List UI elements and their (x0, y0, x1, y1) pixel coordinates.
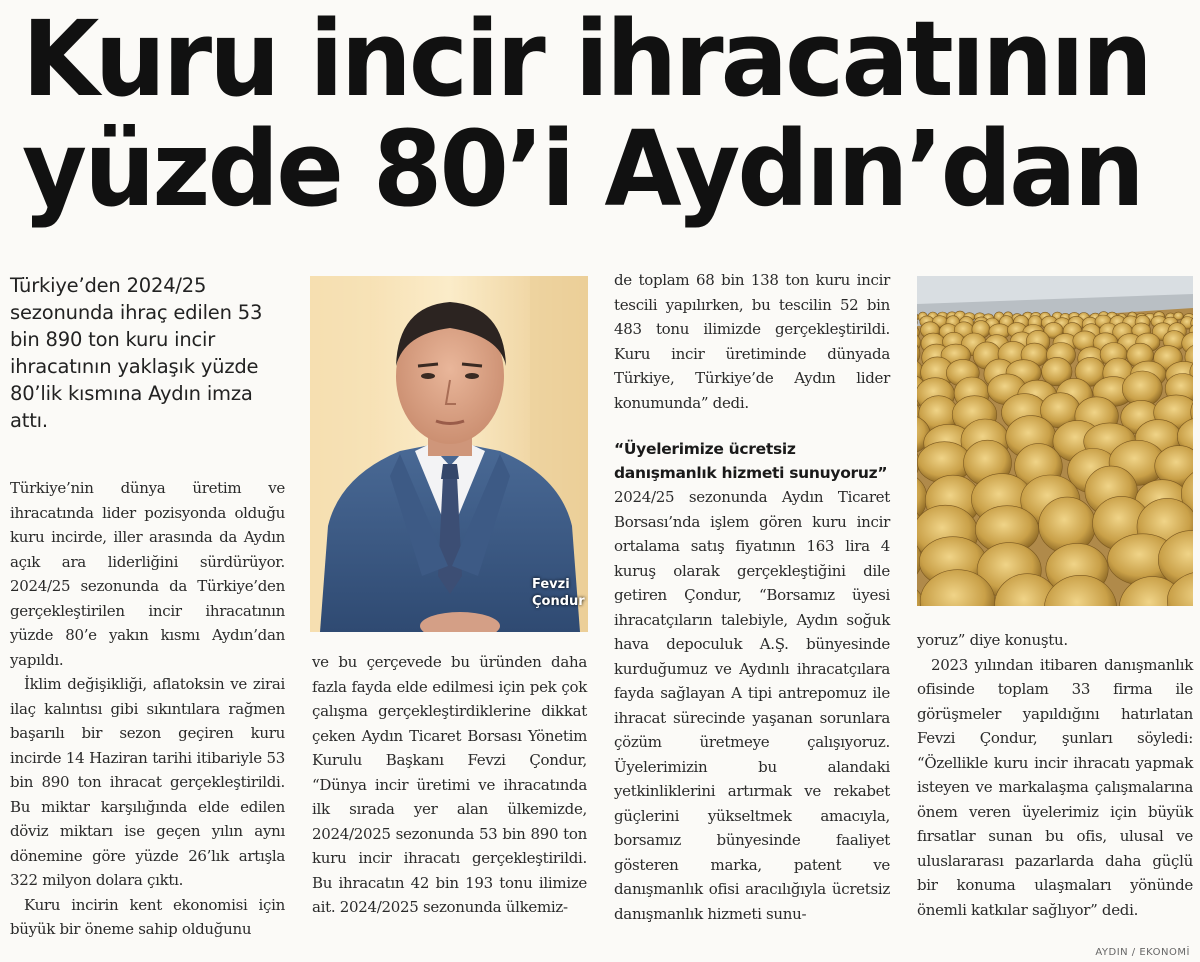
col3-paragraph-2: 2024/25 sezonunda Aydın Ticaret Borsası’nda işlem gören kuru incir ortalama satış fiyatının 163 lira 4 kuruş olarak gerçekleştiğini dile getiren Çondur, “Borsamız üyesi ihracatçıların talebiyle, Aydın soğuk hava depoculuk A.Ş. bünyesinde kurduğumuz ve Aydınlı ihracatçılara fayda sağlayan A tipi antrepomuz ile ihracat sürecinde yaşanan sorunlara çözüm üretmeye çalışıyoruz. Üyelerimizin bu alandaki yetkinliklerini artırmak ve rekabet güçlerini yükseltmek amacıyla, borsamız bünyesinde faaliyet gösteren marka, patent ve danışmanlık ofisi aracılığıyla ücretsiz danışmanlık hizmeti sunu- (614, 488, 890, 923)
dried-figs-image (917, 276, 1193, 606)
headline (22, 0, 1182, 230)
dried-figs-photo (917, 276, 1193, 606)
section-tag: AYDIN / EKONOMİ (1095, 947, 1190, 958)
photo-caption (532, 576, 585, 610)
caption-line-2: Çondur (532, 594, 585, 609)
headline-line-1: Kuru incir ihracatının (22, 0, 1150, 120)
column-4 (917, 628, 1193, 922)
col1-paragraph-2: İklim değişikliği, aflatoksin ve zirai ilaç kalıntısı gibi sıkıntılara rağmen başarılı bir sezon geçiren kuru incirde 14 Haziran tarihi itibariyle 53 bin 890 ton ihracat gerçekleştirildi. Bu miktar karşılığında elde edilen döviz miktarı ise geçen yılın aynı dönemine göre yüzde 26’lık artışla 322 milyon dolara çıktı. (10, 675, 285, 889)
col1-paragraph-1: Türkiye’nin dünya üretim ve ihracatında lider pozisyonda olduğu kuru incirde, iller arasında da Aydın açık ara liderliğini sürdürüyor. 2024/25 sezonunda da Türkiye’den gerçekleştirilen incir ihracatının yüzde 80’e yakın kısmı Aydın’dan yapıldı. (10, 479, 285, 669)
caption-line-1: Fevzi (532, 577, 570, 592)
column-2 (312, 650, 587, 920)
portrait-photo (310, 276, 588, 632)
col3-subheading: “Üyelerimize ücretsiz danışmanlık hizmeti sunuyoruz” (614, 440, 888, 482)
column-3 (614, 268, 890, 926)
col4-paragraph-1: yoruz” diye konuştu. (917, 631, 1068, 649)
col1-paragraph-3: Kuru incirin kent ekonomisi için büyük bir öneme sahip olduğunu (10, 895, 285, 938)
col4-paragraph-2: 2023 yılından itibaren danışmanlık ofisinde toplam 33 firma ile görüşmeler yapıldığını hatırlatan Fevzi Çondur, şunları söyledi: “Özellikle kuru incir ihracatı yapmak isteyen ve markalaşma çalışmalarına önem veren üyelerimiz için büyük fırsatlar sunan bu ofis, ulusal ve uluslararası pazarlarda daha güçlü bir konuma ulaşmaları yönünde önemli katkılar sağlıyor” dedi. (917, 655, 1193, 919)
col2-paragraph-1: ve bu çerçevede bu üründen daha fazla fayda elde edilmesi için pek çok çalışma gerçekleştirdiklerine dikkat çeken Aydın Ticaret Borsası Yönetim Kurulu Başkanı Fevzi Çondur, “Dünya incir üretimi ve ihracatında ilk sırada yer alan ülkemizde, 2024/2025 sezonunda 53 bin 890 ton kuru incir ihracatı gerçekleştirildi. Bu ihracatın 42 bin 193 tonu ilimize ait. 2024/2025 sezonunda ülkemiz- (312, 653, 587, 916)
col3-paragraph-1: de toplam 68 bin 138 ton kuru incir tescili yapılırken, bu tescilin 52 bin 483 tonu ilimizde gerçekleştirildi. Kuru incir üretiminde dünyada Türkiye, Türkiye’de Aydın lider konumunda” dedi. (614, 271, 890, 412)
column-1 (10, 476, 285, 942)
headline-line-2: yüzde 80’i Aydın’dan (22, 108, 1142, 230)
lead-paragraph: Türkiye’den 2024/25 sezonunda ihraç edilen 53 bin 890 ton kuru incir ihracatının yaklaşık yüzde 80’lik kısmına Aydın imza attı. (10, 274, 263, 432)
